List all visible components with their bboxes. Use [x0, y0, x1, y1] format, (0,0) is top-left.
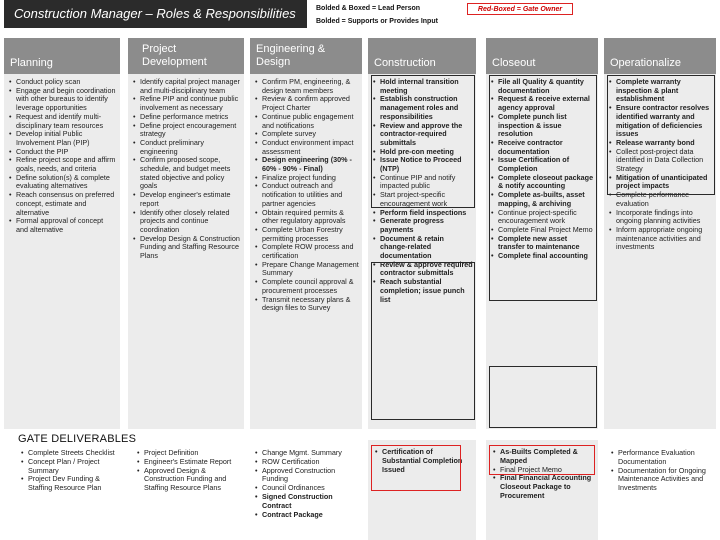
gate-project-development-list	[136, 449, 248, 493]
list-item: • Identify other closely related projects and continue coordination	[132, 209, 241, 235]
column-engineering-design	[250, 38, 362, 429]
list-item: • Approved Construction Funding	[254, 467, 362, 485]
closeout-list	[486, 74, 598, 261]
list-item: • Formal approval of concept and alternative	[8, 217, 117, 234]
list-item: • Finalize project funding	[254, 174, 359, 183]
list-item: • Contract Package	[254, 511, 362, 520]
list-item: • Final Project Memo	[492, 466, 594, 475]
construction-list	[368, 74, 476, 304]
list-item: • Continue project-specific encouragement work	[490, 209, 595, 226]
gate-construction-list	[368, 440, 476, 474]
list-item: • Complete ROW process and certification	[254, 243, 359, 260]
column-header-construction: Construction	[368, 38, 476, 74]
list-item: • Define solution(s) & complete evaluating alternatives	[8, 174, 117, 191]
list-item: • Complete Final Project Memo	[490, 226, 595, 235]
list-item: • Reach substantial completion; issue punch list	[372, 278, 473, 304]
column-construction	[368, 38, 476, 429]
column-planning	[4, 38, 120, 429]
list-item: • Final Financial Accounting Closeout Package to Procurement	[492, 474, 594, 500]
gate-construction	[368, 440, 476, 540]
list-item: • Review & confirm approved Project Charter	[254, 95, 359, 112]
page-title: Construction Manager – Roles & Responsibilities	[4, 0, 307, 28]
column-closeout	[486, 38, 598, 429]
list-item: • Engineer's Estimate Report	[136, 458, 248, 467]
list-item: • Collect post-project data identified in Data Collection Strategy	[608, 148, 713, 174]
list-item: • File all Quality & quantity documentation	[490, 78, 595, 95]
list-item: • Council Ordinances	[254, 484, 362, 493]
list-item: • Signed Construction Contract	[254, 493, 362, 511]
gate-engineering	[254, 449, 362, 519]
gate-closeout-list	[486, 440, 598, 501]
list-item: • Perform field inspections	[372, 209, 473, 218]
list-item: • Issue Notice to Proceed (NTP)	[372, 156, 473, 173]
gate-planning	[20, 449, 120, 493]
gate-operationalize-list	[610, 449, 716, 493]
legend-gate-owner: Red-Boxed = Gate Owner	[467, 3, 573, 15]
list-item: • Conduct environment impact assessment	[254, 139, 359, 156]
list-item: • Refine project scope and affirm goals, needs, and criteria	[8, 156, 117, 173]
list-item: • Performance Evaluation Documentation	[610, 449, 716, 467]
list-item: • Ensure contractor resolves identified warranty and mitigation of deficiencies issues	[608, 104, 713, 139]
list-item: • Conduct the PIP	[8, 148, 117, 157]
operationalize-list	[604, 74, 716, 252]
list-item: • ROW Certification	[254, 458, 362, 467]
list-item: • Hold pre-con meeting	[372, 148, 473, 157]
list-item: • Start project-specific encouragement work	[372, 191, 473, 208]
list-item: • Request and identify multi-disciplinary team resources	[8, 113, 117, 130]
list-item: • Incorporate findings into ongoing planning activities	[608, 209, 713, 226]
list-item: • Project Definition	[136, 449, 248, 458]
list-item: • Documentation for Ongoing Maintenance Activities and Investments	[610, 467, 716, 493]
list-item: • Complete new asset transfer to maintenance	[490, 235, 595, 252]
list-item: • Change Mgmt. Summary	[254, 449, 362, 458]
gate-closeout	[486, 440, 598, 540]
list-item: • Prepare Change Management Summary	[254, 261, 359, 278]
planning-list	[4, 74, 120, 235]
list-item: • Complete final accounting	[490, 252, 595, 261]
list-item: • Obtain required permits & other regulatory approvals	[254, 209, 359, 226]
list-item: • Develop engineer's estimate report	[132, 191, 241, 208]
list-item: • Release warranty bond	[608, 139, 713, 148]
list-item: • Confirm PM, engineering, & design team members	[254, 78, 359, 95]
list-item: • As-Builts Completed & Mapped	[492, 448, 594, 466]
gate-planning-list	[20, 449, 120, 493]
list-item: • Complete council approval & procurement processes	[254, 278, 359, 295]
list-item: • Receive contractor documentation	[490, 139, 595, 156]
column-header-planning: Planning	[4, 38, 120, 74]
gate-operationalize	[610, 449, 716, 493]
list-item: • Define project encouragement strategy	[132, 122, 241, 139]
list-item: • Complete Urban Forestry permitting processes	[254, 226, 359, 243]
list-item: • Continue public engagement and notifications	[254, 113, 359, 130]
list-item: • Concept Plan / Project Summary	[20, 458, 120, 476]
list-item: • Conduct policy scan	[8, 78, 117, 87]
legend-lead-person: Bolded & Boxed = Lead Person	[316, 5, 421, 12]
column-project-development	[128, 38, 244, 429]
list-item: • Conduct outreach and notification to utilities and partner agencies	[254, 182, 359, 208]
engineering-design-list	[250, 74, 362, 313]
list-item: • Develop Design & Construction Funding and Staffing Resource Plans	[132, 235, 241, 261]
column-header-closeout: Closeout	[486, 38, 598, 74]
list-item: • Establish construction management roles and responsibilities	[372, 95, 473, 121]
list-item: • Design engineering (30% - 60% - 90% - Final)	[254, 156, 359, 173]
list-item: • Reach consensus on preferred concept, estimate and alternative	[8, 191, 117, 217]
column-header-project-development: Project Development	[128, 38, 244, 74]
list-item: • Complete survey	[254, 130, 359, 139]
list-item: • Project Dev Funding & Staffing Resource Plan	[20, 475, 120, 493]
list-item: • Continue PIP and notify impacted public	[372, 174, 473, 191]
list-item: • Request & receive external agency approval	[490, 95, 595, 112]
gate-project-development	[136, 449, 248, 493]
legend-supports: Bolded = Supports or Provides Input	[316, 18, 438, 25]
list-item: • Conduct preliminary engineering	[132, 139, 241, 156]
list-item: • Mitigation of unanticipated project impacts	[608, 174, 713, 191]
list-item: • Complete Streets Checklist	[20, 449, 120, 458]
project-development-list	[128, 74, 244, 261]
list-item: • Document & retain change-related documentation	[372, 235, 473, 261]
list-item: • Complete performance evaluation	[608, 191, 713, 208]
list-item: • Certification of Substantial Completion Issued	[374, 448, 472, 474]
list-item: • Approved Design & Construction Funding and Staffing Resource Plans	[136, 467, 248, 493]
gate-deliverables-title: GATE DELIVERABLES	[18, 433, 137, 445]
list-item: • Complete punch list inspection & issue resolution	[490, 113, 595, 139]
column-header-operationalize: Operationalize	[604, 38, 716, 74]
list-item: • Develop initial Public Involvement Plan (PIP)	[8, 130, 117, 147]
list-item: • Transmit necessary plans & design files to Survey	[254, 296, 359, 313]
list-item: • Refine PIP and continue public involvement as necessary	[132, 95, 241, 112]
list-item: • Hold internal transition meeting	[372, 78, 473, 95]
gate-engineering-list	[254, 449, 362, 519]
column-operationalize	[604, 38, 716, 429]
list-item: • Define performance metrics	[132, 113, 241, 122]
list-item: • Confirm proposed scope, schedule, and budget meets stated objective and policy goals	[132, 156, 241, 191]
list-item: • Inform appropriate ongoing maintenance activities and investments	[608, 226, 713, 252]
list-item: • Review & approve required contractor submittals	[372, 261, 473, 278]
list-item: • Generate progress payments	[372, 217, 473, 234]
list-item: • Identify capital project manager and multi-disciplinary team	[132, 78, 241, 95]
column-header-engineering-design: Engineering & Design	[250, 38, 362, 74]
list-item: • Review and approve the contractor-required submittals	[372, 122, 473, 148]
list-item: • Complete as-builts, asset mapping, & archiving	[490, 191, 595, 208]
list-item: • Complete closeout package & notify accounting	[490, 174, 595, 191]
list-item: • Complete warranty inspection & plant establishment	[608, 78, 713, 104]
list-item: • Issue Certification of Completion	[490, 156, 595, 173]
list-item: • Engage and begin coordination with other bureaus to identify leverage opportunities	[8, 87, 117, 113]
